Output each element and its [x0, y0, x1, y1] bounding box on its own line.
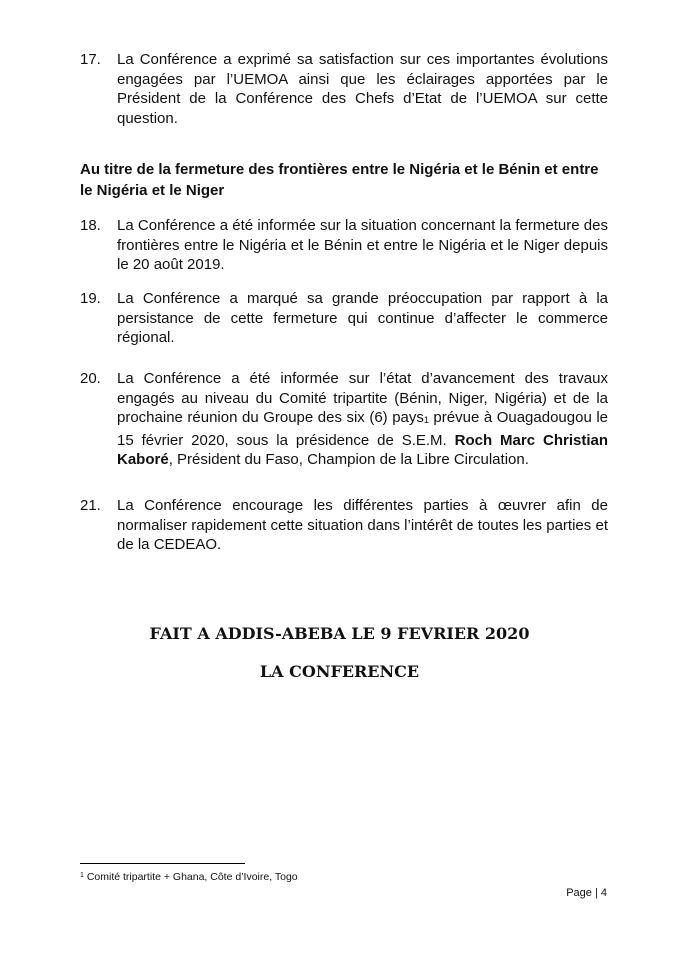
footnote-separator: [80, 863, 245, 864]
paragraph-21: [80, 496, 608, 555]
dignitary-name: Roch Marc Christian Kaboré: [117, 431, 608, 468]
paragraph-text-part-a: La Conférence a été informée sur l’état d’avancement des travaux engagés au niveau du Comité tripartite (Bénin, Niger, Nigéria) et de la prochaine réunion du Groupe des six (6) pays: [117, 370, 608, 426]
paragraph-20: [80, 369, 608, 470]
paragraph-text: La Conférence a exprimé sa satisfaction sur ces importantes évolutions engagées par l’UEMOA ainsi que les éclairages apportées par le Président de la Conférence des Chefs d’Etat de l’UEMOA sur cette question.: [117, 51, 608, 127]
paragraph-text: La Conférence a été informée sur la situation concernant la fermeture des frontières entre le Nigéria et le Bénin et entre le Nigéria et le Niger depuis le 20 août 2019.: [117, 217, 608, 273]
paragraph-text-part-c: , Président du Faso, Champion de la Libre Circulation.: [168, 451, 529, 468]
closing-signatory: LA CONFERENCE: [259, 662, 420, 681]
footnote-reference[interactable]: 1: [423, 415, 429, 425]
paragraph-text: La Conférence encourage les différentes parties à œuvrer afin de normaliser rapidement cette situation dans l’intérêt de toutes les parties et de la CEDEAO.: [117, 497, 608, 553]
paragraph-number: 21.: [80, 497, 101, 514]
paragraph-17: [80, 50, 608, 128]
paragraph-number: 18.: [80, 217, 101, 234]
paragraph-number: 19.: [80, 290, 101, 307]
closing-place-date: FAIT A ADDIS-ABEBA LE 9 FEVRIER 2020: [149, 624, 530, 643]
footnote: [80, 871, 298, 883]
paragraph-18: [80, 216, 608, 275]
paragraph-number: 17.: [80, 51, 101, 68]
page-number: Page | 4: [566, 887, 607, 899]
footnote-text: Comité tripartite + Ghana, Côte d’Ivoire, Togo: [86, 871, 298, 883]
paragraph-text-part-b: prévue à Ouagadougou le 15 février 2020, sous la présidence de S.E.M.: [117, 409, 608, 449]
paragraph-19: [80, 289, 608, 348]
paragraph-number: 20.: [80, 370, 101, 387]
paragraph-text: La Conférence a marqué sa grande préoccupation par rapport à la persistance de cette fermeture qui continue d’affecter le commerce régional.: [117, 290, 608, 346]
paragraph-text: [117, 369, 608, 470]
section-heading: Au titre de la fermeture des frontières entre le Nigéria et le Bénin et entre le Nigéria et le Niger: [80, 161, 599, 199]
footnote-marker: 1: [80, 872, 84, 879]
